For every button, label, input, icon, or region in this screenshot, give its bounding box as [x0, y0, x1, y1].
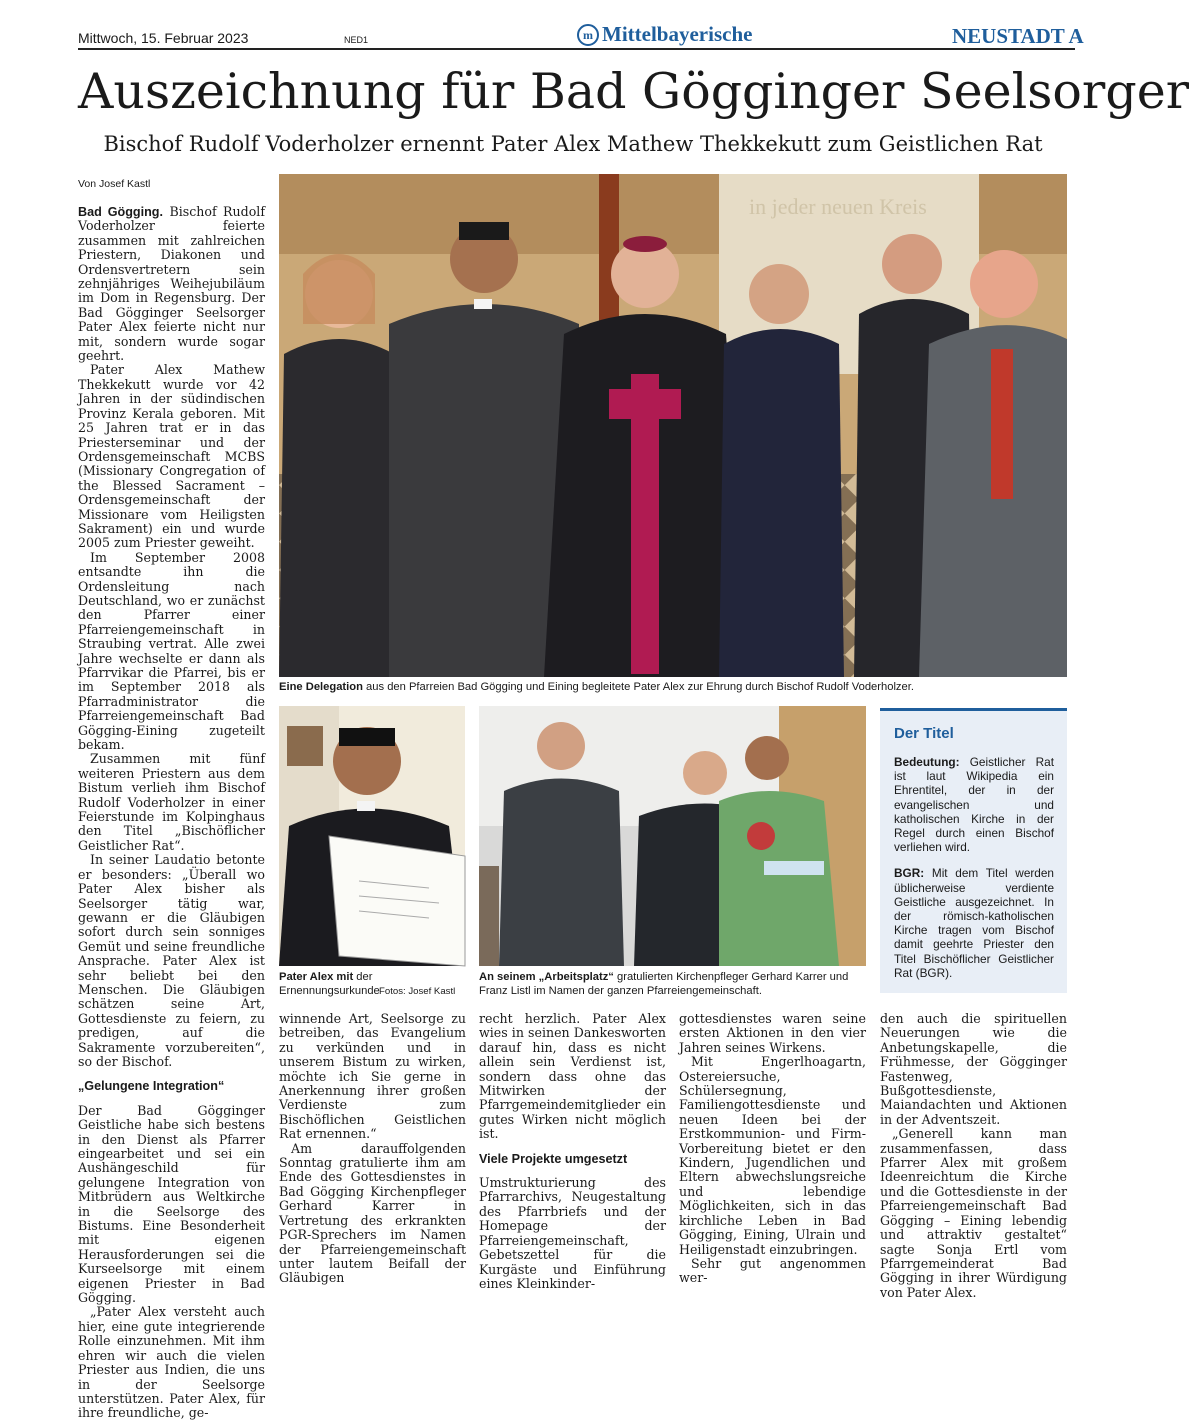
info-box-body [894, 755, 1054, 992]
photo-certificate [279, 706, 465, 966]
article-paragraph: Im September 2008 entsandte ihn die Ordensleitung nach Deutschland, wo er zunächst den Pfarrer einer Pfarreiengemeinschaft in Straubing vertrat. Alle zwei Jahre wechselte er dann als Pfarrvikar die Pfarrei, bis er im September 2018 als Pfarradministrator die Pfarreiengemeinschaft Bad Gögging-Eining zugeteilt bekam. [78, 549, 265, 753]
article-paragraph: Am darauffolgenden Sonntag gratulierte ihm am Ende des Gottesdienstes in Bad Gögging Kirchenpfleger Gerhard Karrer in Vertretung des erkrankten PGR-Sprechers im Namen der Pfarreiengemeinschaft unter lautem Beifall der Gläubigen [279, 1140, 466, 1286]
dateline: Bad Gögging. [78, 205, 163, 219]
article-column-5 [880, 1011, 1067, 1300]
byline: Von Josef Kastl [78, 178, 151, 190]
photo-delegation-image [279, 174, 1067, 677]
photo-congratulation [479, 706, 866, 966]
article-paragraph: Pater Alex Mathew Thekkekutt wurde vor 42 Jahren in der südindischen Provinz Kerala geboren. Mit 25 Jahren trat er in das Priesterseminar und der Ordensgemeinschaft MCBS (Missionary Congregation of the Blessed Sacrament – Ordensgemeinschaft der Missionare vom Heiligsten Sakrament) ein und wurde 2005 zum Priester geweiht. [78, 362, 265, 551]
article-paragraph: gottesdienstes waren seine ersten Aktionen in den vier Jahren seines Wirkens. [679, 1011, 866, 1055]
article-paragraph: Umstrukturierung des Pfarrarchivs, Neugestaltung des Pfarrbriefs und der Homepage der Pfarreiengemeinschaft, Gebetszettel für die Kurgäste und Einführung eines Kleinkinder- [479, 1175, 666, 1291]
caption-congratulation [479, 971, 869, 998]
certificate-document [329, 836, 465, 966]
article-paragraph [78, 205, 265, 363]
caption-certificate-text: der Ernennungsurkunde [279, 971, 380, 997]
article-paragraph: Mit Engerlhoagartn, Ostereiersuche, Schülersegnung, Familiengottesdienste und neuen Ideen bei der Erstkommunion- und Firm-Vorbereitung bietet er den Kindern, Jugendlichen und Eltern abwechslungsreiche und lebendige Möglichkeiten, sich in das kirchliche Leben in Bad Gögging, Eining, Ulrain und Heiligenstadt einzubringen. [679, 1054, 866, 1257]
article-paragraph: In seiner Laudatio betonte er besonders: „Überall wo Pater Alex bisher als Seelsorger tätig war, gewann er die Gläubigen sofort durch sein sonniges Gemüt und seine freundliche Ansprache. Pater Alex ist sehr beliebt bei den Menschen. Die Gläubigen schätzen seine Art, Gottesdienste zu feiern, zu predigen, auf die Sakramente vorzubereiten“, so der Bischof. [78, 852, 265, 1069]
photo-delegation [279, 174, 1067, 677]
article-column-1 [78, 204, 265, 1421]
caption-congratulation-lead: An seinem „Arbeitsplatz“ [479, 971, 614, 983]
subheadline: Bischof Rudolf Voderholzer ernennt Pater Alex Mathew Thekkekutt zum Geistlichen Rat [103, 132, 1043, 156]
photo-congratulation-image [479, 706, 866, 966]
caption-congratulation-text: gratulierten Kirchenpfleger Gerhard Karrer und Franz Listl im Namen der ganzen Pfarreiengemeinschaft. [479, 971, 849, 997]
photo-credit: Fotos: Josef Kastl [379, 986, 456, 997]
section-title: NEUSTADT A [952, 24, 1084, 48]
info-box-text: Geistlicher Rat ist laut Wikipedia ein Ehrentitel, der in der evangelischen und katholischen Kirche in der Regel durch einen Bischof verliehen wird. [894, 755, 1054, 855]
caption-delegation [279, 681, 1069, 695]
info-box-entry [894, 755, 1054, 854]
photo-certificate-image [279, 706, 465, 966]
article-paragraph: recht herzlich. Pater Alex wies in seinen Dankesworten darauf hin, dass es nicht allein sein Verdienst ist, sondern dass ohne das Mitwirken der Pfarrgemeindemitglieder ein gutes Wirken nicht möglich ist. [479, 1011, 666, 1142]
wall-inscription: in jeder neuen Kreis [749, 194, 927, 219]
article-paragraph: winnende Art, Seelsorge zu betreiben, das Evangelium zu verkünden und in unserem Bistum zu wirken, möchte ich Sie gerne in Anerkennung ihrer großen Verdienste zum Bischöflichen Geistlichen Rat ernennen.“ [279, 1011, 466, 1142]
article-paragraph: „Generell kann man zusammenfassen, dass Pfarrer Alex mit großem Ideenreichtum die Kirche und die Gottesdienste in der Pfarreiengemeinschaft Bad Gögging – Eining lebendig und attraktiv gestaltet“ sagte Sonja Ertl vom Pfarrgemeinderat Bad Gögging in ihrer Würdigung von Pater Alex. [880, 1126, 1067, 1300]
headline: Auszeichnung für Bad Gögginger Seelsorger [78, 63, 1189, 120]
issue-date: Mittwoch, 15. Februar 2023 [78, 30, 249, 46]
article-paragraph: Sehr gut angenommen wer- [679, 1255, 866, 1286]
caption-certificate-lead: Pater Alex mit [279, 971, 354, 983]
article-paragraph: Zusammen mit fünf weiteren Priestern aus dem Bistum verlieh ihm Bischof Rudolf Voderholzer in einer Feierstunde im Kolpinghaus den Titel „Bischöflicher Geistlicher Rat“. [78, 751, 265, 853]
article-column-3 [479, 1011, 666, 1291]
caption-delegation-lead: Eine Delegation [279, 681, 363, 693]
info-box-label: BGR: [894, 866, 925, 881]
info-box [880, 708, 1067, 993]
caption-delegation-text: aus den Pfarreien Bad Gögging und Eining begleitete Pater Alex zur Ehrung durch Bischof Rudolf Voderholzer. [362, 681, 914, 693]
article-subhead: „Gelungene Integration“ [78, 1079, 225, 1094]
newspaper-logo [577, 22, 752, 47]
logo-mark-icon: m [577, 24, 599, 46]
info-box-entry [894, 866, 1054, 980]
article-subhead: Viele Projekte umgesetzt [479, 1151, 628, 1166]
header-rule [78, 48, 1075, 50]
info-box-label: Bedeutung: [894, 755, 960, 769]
article-paragraph: „Pater Alex versteht auch hier, eine gute integrierende Rolle einzunehmen. Mit ihm ehren wir auch die vielen Priester aus Indien, die uns in der Seelsorge unterstützen. Pater Alex, für ihre freundliche, ge- [78, 1304, 265, 1421]
article-paragraph: Der Bad Gögginger Geistliche habe sich bestens in den Dienst als Pfarrer eingearbeitet und sei ein Aushängeschild für gelungene Integration von Mitbrüdern aus Weltkirche in die Seelsorge des Bistums. Eine Besonderheit mit eigenen Herausforderungen sei die Kurseelsorge mit einem eigenen Priester in Bad Gögging. [78, 1102, 265, 1306]
info-box-text: Mit dem Titel werden üblicherweise verdiente Geistliche ausgezeichnet. In der römisch-katholischen Kirche tragen vom Bischof damit geehrte Priester den Titel Bischöflicher Geistlicher Rat (BGR). [894, 866, 1054, 980]
article-paragraph: den auch die spirituellen Neuerungen wie die Anbetungskapelle, die Frühmesse, der Gögginger Fastenweg, Bußgottesdienste, Maiandachten und Aktionen in der Adventszeit. [880, 1011, 1067, 1127]
logo-text: Mittelbayerische [602, 22, 753, 46]
article-column-4 [679, 1011, 866, 1286]
paragraph-text: Bischof Rudolf Voderholzer feierte zusammen mit zahlreichen Priestern, Diakonen und Ordensvertretern sein zehnjähriges Weihejubiläum im Dom in Regensburg. Der Bad Gögginger Seelsorger Pater Alex feierte nicht nur mit, sondern wurde sogar geehrt. [78, 204, 265, 364]
article-column-2 [279, 1011, 466, 1286]
edition-code: NED1 [344, 35, 369, 45]
info-box-title: Der Titel [894, 725, 954, 742]
